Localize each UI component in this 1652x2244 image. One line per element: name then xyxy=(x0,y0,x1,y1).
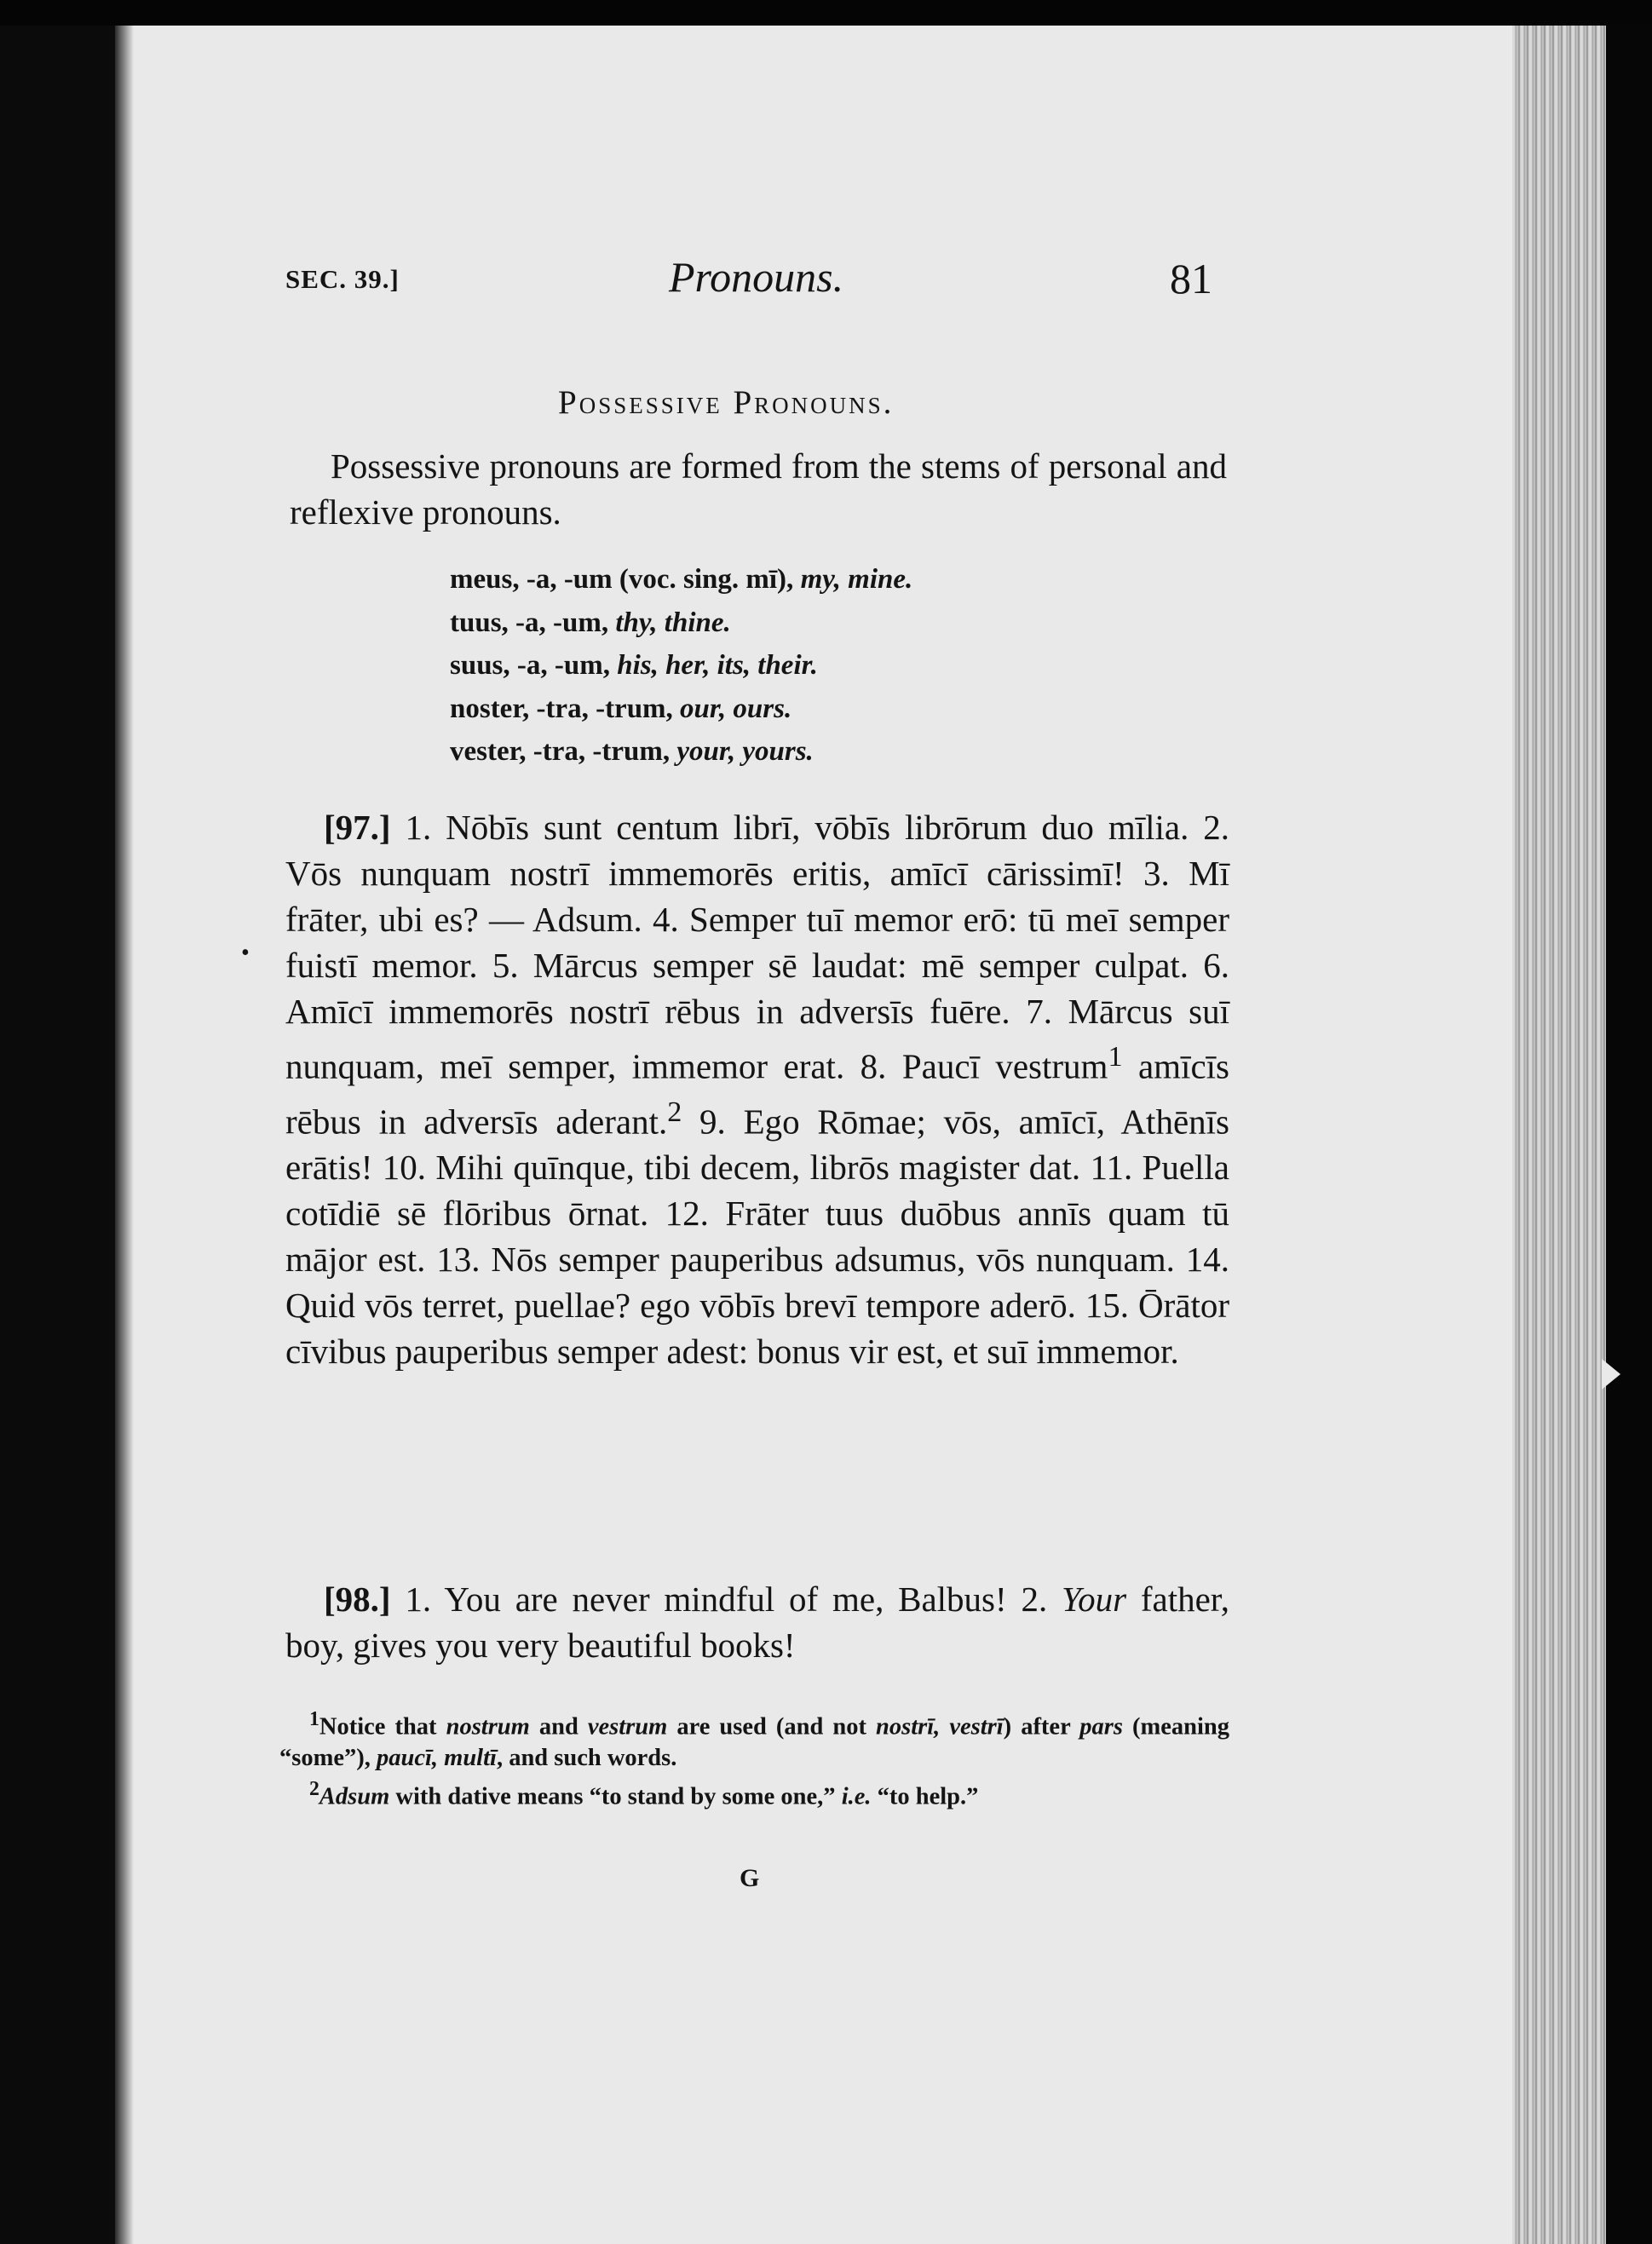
footnote-text: pars xyxy=(1079,1713,1123,1741)
footnote xyxy=(279,1774,1229,1813)
footnote-text: nostrī, vestrī xyxy=(876,1713,1004,1741)
footnote-ref: 1 xyxy=(1108,1041,1123,1073)
running-head-title: Pronouns. xyxy=(669,253,844,301)
intro-paragraph: Possessive pronouns are formed from the stems of personal and reflexive pronouns. xyxy=(290,446,1227,532)
footnote-marker: 1 xyxy=(309,1708,319,1730)
exercise-text: 1. Nōbīs sunt centum librī, vōbīs librōrum duo mīlia. 2. Vōs nunquam nostrī immemorēs eritis, amīcī cārissimī! 3. Mī frāter, ubi es? — Adsum. 4. Semper tuī memor erō: tū meī semper fuistī memor. 5. Mārcus semper sē laudat: mē semper culpat. 6. Amīcī immemorēs nostrī rēbus in adversīs fuēre. 7. Mārcus suī nunquam, meī semper, immemor erat. 8. Paucī vestrum xyxy=(285,808,1229,1086)
scan-border xyxy=(0,0,1652,26)
exercise-text-italic: Your xyxy=(1062,1579,1127,1619)
pronoun-row: tuus, -a, -um, thy, thine. xyxy=(450,607,731,638)
exercise-97 xyxy=(285,804,1229,1374)
signature-mark: G xyxy=(740,1864,760,1892)
footnote-text: “to help.” xyxy=(871,1783,979,1810)
footnote-text: i.e. xyxy=(841,1783,872,1810)
exercise-label: [97.] xyxy=(324,808,391,847)
footnote-text: paucī, multī xyxy=(376,1744,497,1771)
page-edges xyxy=(1512,26,1606,2244)
footnote-text: are used (and not xyxy=(667,1713,877,1741)
footnote-text: nostrum xyxy=(446,1713,530,1741)
footnote-text: and xyxy=(529,1713,588,1741)
running-head-section: SEC. 39.] xyxy=(285,264,400,294)
exercise-98 xyxy=(285,1576,1229,1668)
footnotes xyxy=(279,1704,1229,1812)
footnote-ref: 2 xyxy=(667,1096,682,1128)
pronoun-row: noster, -tra, -trum, our, ours. xyxy=(450,693,792,724)
footnote-marker: 2 xyxy=(309,1777,319,1800)
footnote-text: (meaning “some”), xyxy=(279,1713,1229,1771)
exercise-label: [98.] xyxy=(324,1579,391,1619)
spine-shadow xyxy=(115,26,134,2244)
footnote-text: ) after xyxy=(1003,1713,1080,1741)
pronoun-row: suus, -a, -um, his, her, its, their. xyxy=(450,650,818,681)
margin-mark: • xyxy=(241,940,250,966)
pronoun-row: meus, -a, -um (voc. sing. mī), my, mine. xyxy=(450,564,913,595)
footnote-text: Adsum xyxy=(319,1783,390,1810)
footnote xyxy=(279,1704,1229,1774)
footnote-text: , and such words. xyxy=(496,1744,677,1771)
page-number: 81 xyxy=(1170,255,1212,302)
exercise-text: amīcīs rēbus in adversīs aderant. xyxy=(285,1046,1229,1142)
section-heading: Possessive Pronouns. xyxy=(558,384,895,421)
pronoun-list xyxy=(450,558,912,774)
exercise-text: 9. Ego Rōmae; vōs, amīcī, Athēnīs erātis! 10. Mihi quīnque, tibi decem, librōs magister dat. 11. Puella cotīdiē sē flōribus ōrnat. 12. Frāter tuus duōbus annīs quam tū mājor est. 13. Nōs semper pauperibus adsumus, vōs nunquam. 14. Quid vōs terret, puellae? ego vōbīs brevī tempore aderō. 15. Ōrātor cīvibus pauperibus semper adest: bonus vir est, et suī immemor. xyxy=(285,1102,1229,1372)
pronoun-row: vester, -tra, -trum, your, yours. xyxy=(450,736,814,767)
footnote-text: with dative means “to stand by some one,” xyxy=(389,1783,842,1810)
footnote-text: vestrum xyxy=(587,1713,668,1741)
footnote-text: Notice that xyxy=(319,1713,446,1741)
exercise-text: 1. You are never mindful of me, Balbus! 2. xyxy=(405,1579,1048,1619)
page-tab-arrow-icon xyxy=(1602,1359,1620,1390)
scan-border-right xyxy=(1606,26,1652,2244)
exercise-text: father, boy, gives you very beautiful books! xyxy=(285,1579,1230,1665)
